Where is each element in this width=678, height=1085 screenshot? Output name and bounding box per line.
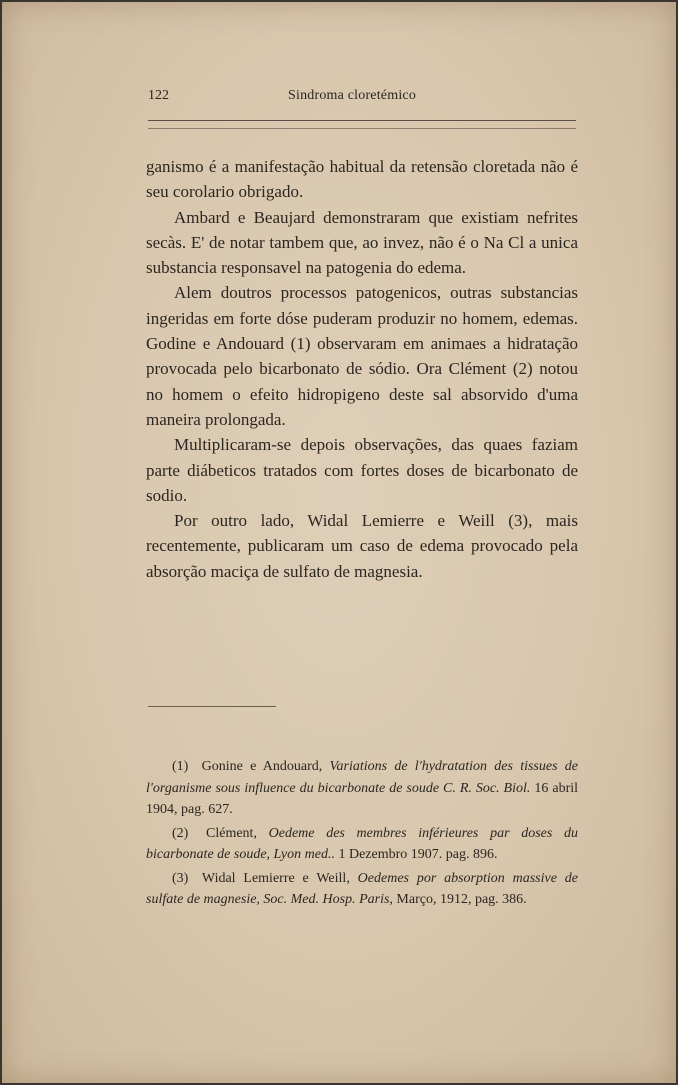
page-number: 122 [148,88,169,103]
footnote-title: Variations de l'hydratation des tissues de l'organisme sous influence du bicarbonate de soude C. R. Soc. Biol. [146,759,578,796]
paragraph-3: Alem doutros processos patogenicos, outras substancias ingeridas em forte dóse puderam produzir no homem, edemas. Godine e Andouard (1) observaram em animaes a hidratação provocada pelo bicarbonato de sódio. Ora Clément (2) notou no homem o efeito hidropigeno deste sal absorvido d'uma maneira prolongada. [146,283,578,429]
footnote-authors: Clément, [206,825,257,841]
body-text [146,154,578,584]
footnote-reference: Março, 1912, pag. 386. [396,892,527,907]
footnote-reference: 1 Dezembro 1907. pag. 896. [338,847,498,862]
header-rule-secondary [148,128,576,129]
running-title: Sindroma cloretémico [288,88,417,103]
paragraph-1: ganismo é a manifestação habitual da retensão cloretada não é seu corolario obrigado. [146,157,578,202]
footnote-number: (2) [172,825,189,841]
footnote-2 [146,823,578,866]
page-header [148,88,576,108]
footnote-title: Oedemes por absorption massive de sulfate de magnesie, Soc. Med. Hosp. Paris, [146,870,578,907]
footnote-title: Oedeme des membres inférieures par doses du bicarbonate de soude, Lyon med.. [146,825,578,862]
footnote-number: (3) [172,870,189,886]
footnote-reference: 16 abril 1904, pag. 627. [146,780,579,817]
paragraph-2: Ambard e Beaujard demonstraram que existiam nefrites secàs. E' de notar tambem que, ao invez, não é o Na Cl a unica substancia responsavel na patogenia do edema. [146,207,578,278]
footnote-1 [146,756,578,821]
footnote-3 [146,868,578,911]
paragraph-5: Por outro lado, Widal Lemierre e Weill (3), mais recentemente, publicaram um caso de edema provocado pela absorção maciça de sulfato de magnesia. [146,511,578,581]
book-page [2,2,676,1083]
footnote-authors: Widal Lemierre e Weill, [201,870,350,886]
footnote-separator [148,706,276,707]
footnotes [146,756,578,913]
footnote-number: (1) [172,759,189,774]
header-rule [148,120,576,121]
footnote-authors: Gonine e Andouard, [201,759,323,774]
paragraph-4: Multiplicaram-se depois observações, das quaes faziam parte diábeticos tratados com fortes doses de bicarbonato de sodio. [146,435,578,505]
